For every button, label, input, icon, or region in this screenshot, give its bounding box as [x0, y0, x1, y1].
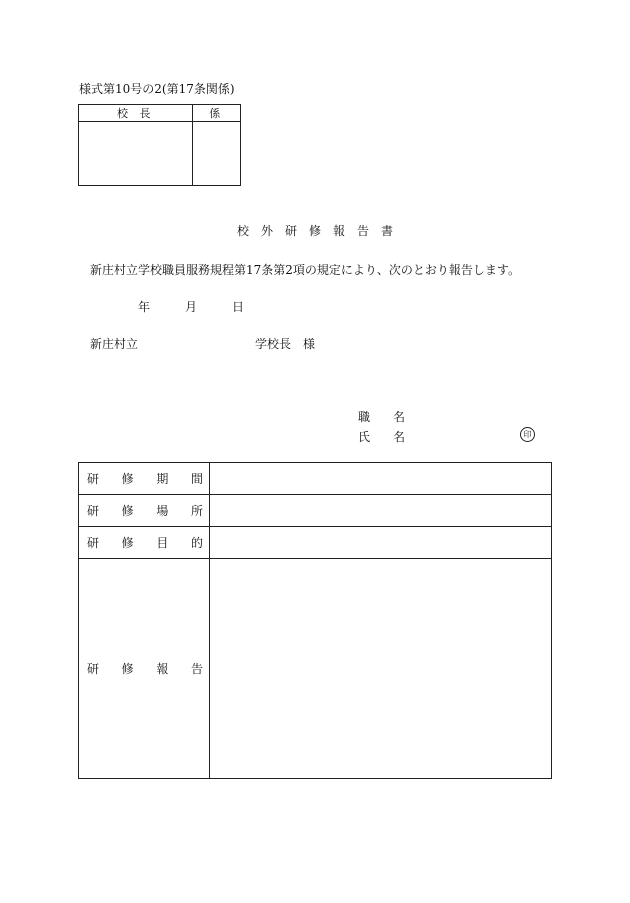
report-label: 研 修 報 告	[79, 559, 210, 779]
table-row	[79, 527, 552, 559]
name-label-char: 名	[393, 430, 406, 444]
date-day: 日	[232, 300, 245, 314]
table-row	[79, 463, 552, 495]
purpose-label: 研 修 目 的	[79, 527, 210, 559]
table-row	[79, 559, 552, 779]
principal-stamp-cell[interactable]	[79, 122, 193, 186]
period-label: 研 修 期 間	[79, 463, 210, 495]
title-char: 外	[260, 224, 273, 238]
seal-mark-icon: 印	[520, 427, 535, 442]
school-prefix: 新庄村立	[90, 337, 139, 351]
location-label: 研 修 場 所	[79, 495, 210, 527]
intro-text: 新庄村立学校職員服務規程第17条第2項の規定により、次のとおり報告します。	[90, 263, 520, 277]
position-label-char: 名	[393, 410, 406, 424]
staff-stamp-cell[interactable]	[193, 122, 241, 186]
date-year: 年	[138, 300, 151, 314]
table-row	[79, 495, 552, 527]
title-char: 告	[357, 224, 370, 238]
title-char: 校	[236, 224, 249, 238]
purpose-value-field[interactable]	[210, 527, 552, 559]
document-title	[0, 222, 630, 239]
principal-header: 校 長	[79, 105, 193, 122]
report-table	[78, 462, 552, 779]
report-value-field[interactable]	[210, 559, 552, 779]
title-char: 報	[333, 224, 346, 238]
title-char: 修	[308, 224, 321, 238]
location-value-field[interactable]	[210, 495, 552, 527]
name-label-char: 氏	[358, 430, 371, 444]
title-char: 研	[284, 224, 297, 238]
period-value-field[interactable]	[210, 463, 552, 495]
title-char: 書	[381, 224, 394, 238]
principal-suffix: 学校長 様	[255, 337, 316, 351]
date-month: 月	[185, 300, 198, 314]
position-label-char: 職	[358, 410, 371, 424]
form-number: 様式第10号の2(第17条関係)	[79, 82, 235, 96]
approval-stamp-box	[78, 104, 241, 186]
staff-header: 係	[193, 105, 241, 122]
